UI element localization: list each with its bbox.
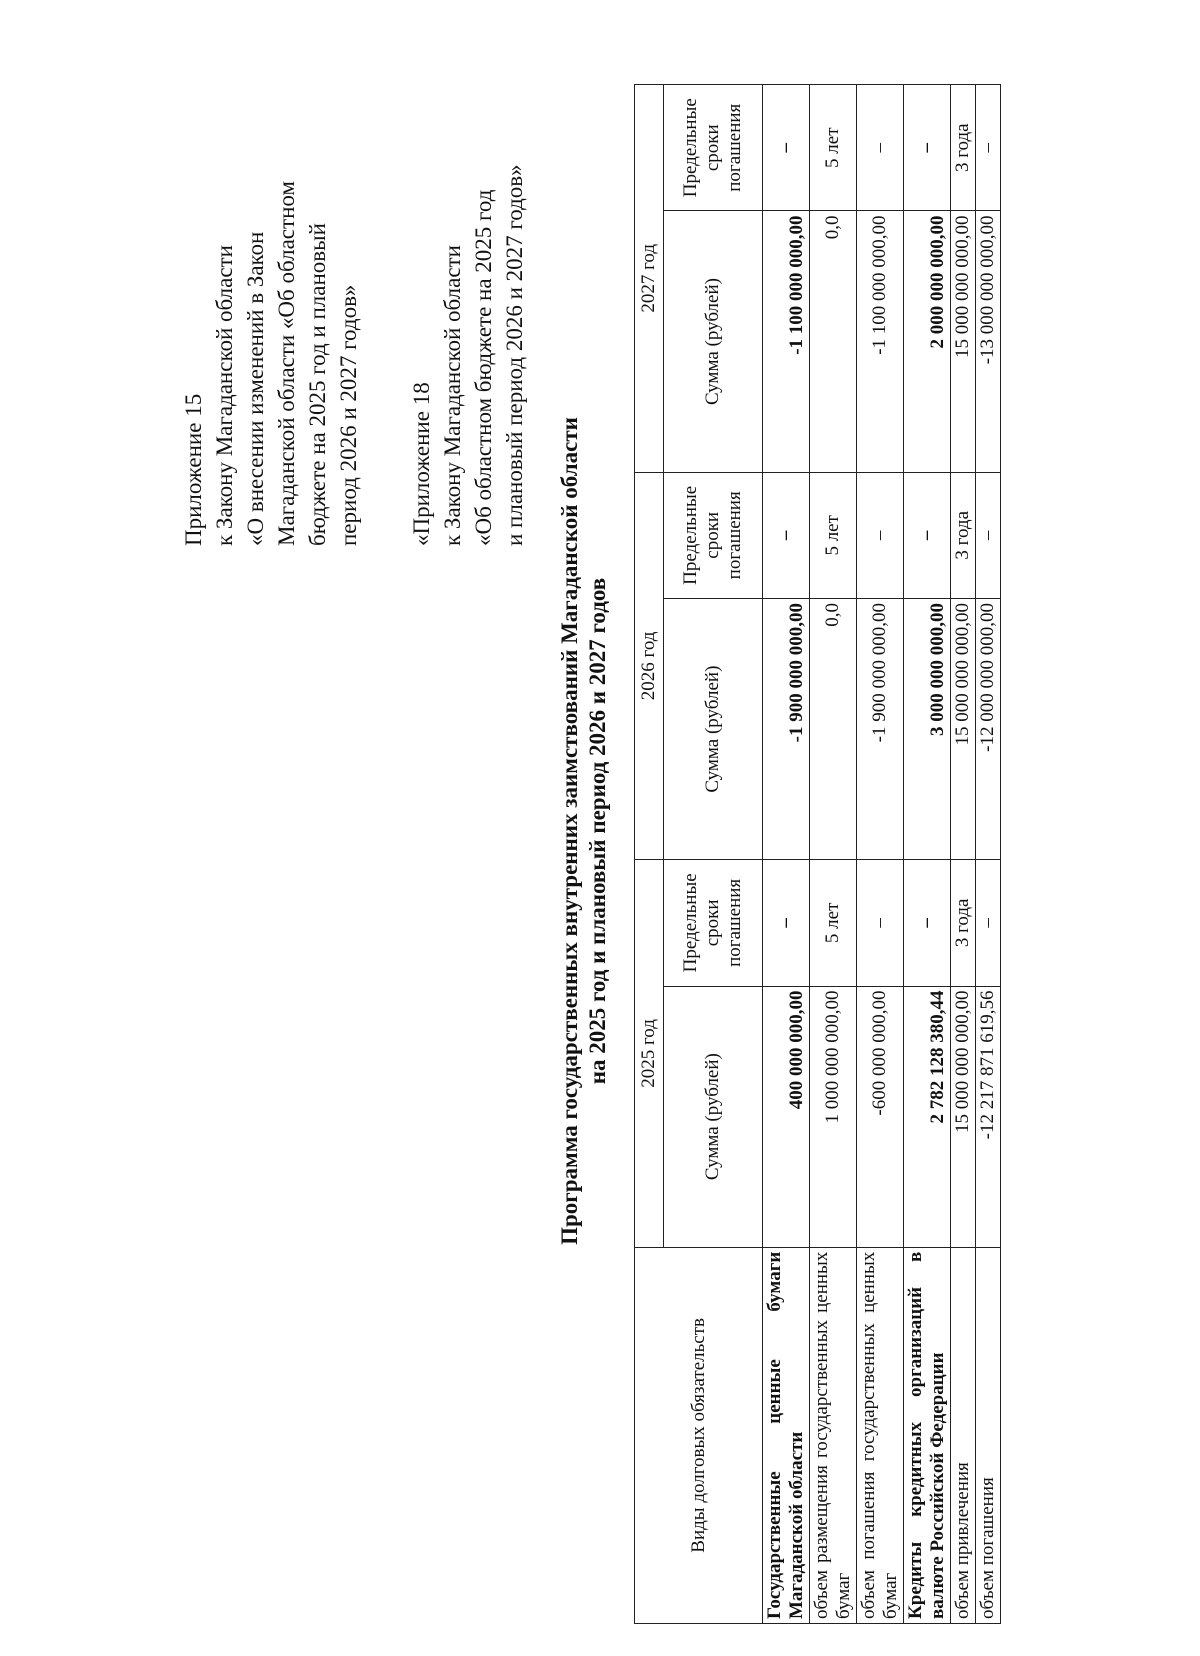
- table-row-securities: [763, 85, 810, 1624]
- table-row-bank-credits: [904, 85, 951, 1624]
- sum-2027: 0,0: [810, 211, 857, 472]
- title-line-1: Программа государственных внутренних заимствований Магаданской области: [557, 417, 582, 1245]
- header-year-2027: 2027 год: [635, 85, 664, 473]
- sum-2025: 2 782 128 380,44: [904, 986, 951, 1247]
- term-2026: –: [763, 472, 810, 598]
- sum-2026: -1 900 000 000,00: [763, 599, 810, 860]
- appendix-line: бюджете на 2025 год и плановый: [305, 223, 330, 546]
- sum-2027: -1 100 000 000,00: [763, 211, 810, 472]
- sum-2025: -600 000 000,00: [857, 986, 904, 1247]
- term-2025: 3 года: [951, 860, 976, 986]
- term-2026: –: [976, 472, 1001, 598]
- sum-2027: -13 000 000 000,00: [976, 211, 1001, 472]
- header-term: Предельные сроки погашения: [664, 472, 763, 598]
- appendix-line: к Закону Магаданской области: [212, 245, 237, 546]
- appendix-line: Магаданской области «Об областном: [274, 181, 299, 546]
- sum-2026: -1 900 000 000,00: [857, 599, 904, 860]
- table-row-securities-placement: [810, 85, 857, 1624]
- header-sum: Сумма (рублей): [664, 211, 763, 472]
- term-2026: –: [857, 472, 904, 598]
- appendix-line: «Об областном бюджете на 2025 год: [471, 189, 496, 546]
- table-row-credits-repayment: [976, 85, 1001, 1624]
- header-year-2025: 2025 год: [635, 860, 664, 1248]
- sum-2027: 15 000 000 000,00: [951, 211, 976, 472]
- term-2025: –: [904, 860, 951, 986]
- appendix-line: период 2026 и 2027 годов»: [336, 284, 361, 546]
- row-label: Кредиты кредитных организаций в валюте Российской Федерации: [904, 1247, 951, 1623]
- sum-2027: -1 100 000 000,00: [857, 211, 904, 472]
- appendix-18-header: [406, 66, 530, 546]
- row-label: объем привлечения: [951, 1247, 976, 1623]
- sum-2027: 2 000 000 000,00: [904, 211, 951, 472]
- document-title: [556, 366, 612, 1296]
- appendix-line: к Закону Магаданской области: [440, 245, 465, 546]
- row-label: объем размещения государственных ценных бумаг: [810, 1247, 857, 1623]
- term-2026: 3 года: [951, 472, 976, 598]
- header-sum: Сумма (рублей): [664, 986, 763, 1247]
- term-2027: –: [904, 85, 951, 211]
- term-2025: –: [763, 860, 810, 986]
- sum-2025: 1 000 000 000,00: [810, 986, 857, 1247]
- header-debt-kind: Виды долговых обязательств: [635, 1247, 763, 1623]
- term-2025: 5 лет: [810, 860, 857, 986]
- term-2025: –: [857, 860, 904, 986]
- title-line-2: на 2025 год и плановый период 2026 и 2027 годов: [585, 577, 610, 1085]
- header-term: Предельные сроки погашения: [664, 85, 763, 211]
- sum-2025: 15 000 000 000,00: [951, 986, 976, 1247]
- row-label: объем погашения государственных ценных бумаг: [857, 1247, 904, 1623]
- term-2026: –: [904, 472, 951, 598]
- table-header-row: [635, 85, 664, 1624]
- sum-2026: 3 000 000 000,00: [904, 599, 951, 860]
- row-label: объем погашения: [976, 1247, 1001, 1623]
- appendix-line: Приложение 15: [181, 393, 206, 546]
- sum-2026: -12 000 000 000,00: [976, 599, 1001, 860]
- table-row-securities-repayment: [857, 85, 904, 1624]
- sum-2026: 15 000 000 000,00: [951, 599, 976, 860]
- appendix-15-header: [178, 66, 364, 546]
- header-term: Предельные сроки погашения: [664, 860, 763, 986]
- table-row-credits-raising: [951, 85, 976, 1624]
- appendix-line: и плановый период 2026 и 2027 годов»: [502, 164, 527, 546]
- term-2027: –: [857, 85, 904, 211]
- borrowing-program-table: [634, 84, 1001, 1624]
- term-2027: –: [763, 85, 810, 211]
- header-year-2026: 2026 год: [635, 472, 664, 860]
- term-2027: 5 лет: [810, 85, 857, 211]
- sum-2025: 400 000 000,00: [763, 986, 810, 1247]
- term-2026: 5 лет: [810, 472, 857, 598]
- term-2027: –: [976, 85, 1001, 211]
- sum-2025: -12 217 871 619,56: [976, 986, 1001, 1247]
- appendix-line: «Приложение 18: [409, 382, 434, 546]
- row-label: Государственные ценные бумаги Магаданской области: [763, 1247, 810, 1623]
- term-2027: 3 года: [951, 85, 976, 211]
- term-2025: –: [976, 860, 1001, 986]
- sum-2026: 0,0: [810, 599, 857, 860]
- appendix-line: «О внесении изменений в Закон: [243, 231, 268, 546]
- header-sum: Сумма (рублей): [664, 599, 763, 860]
